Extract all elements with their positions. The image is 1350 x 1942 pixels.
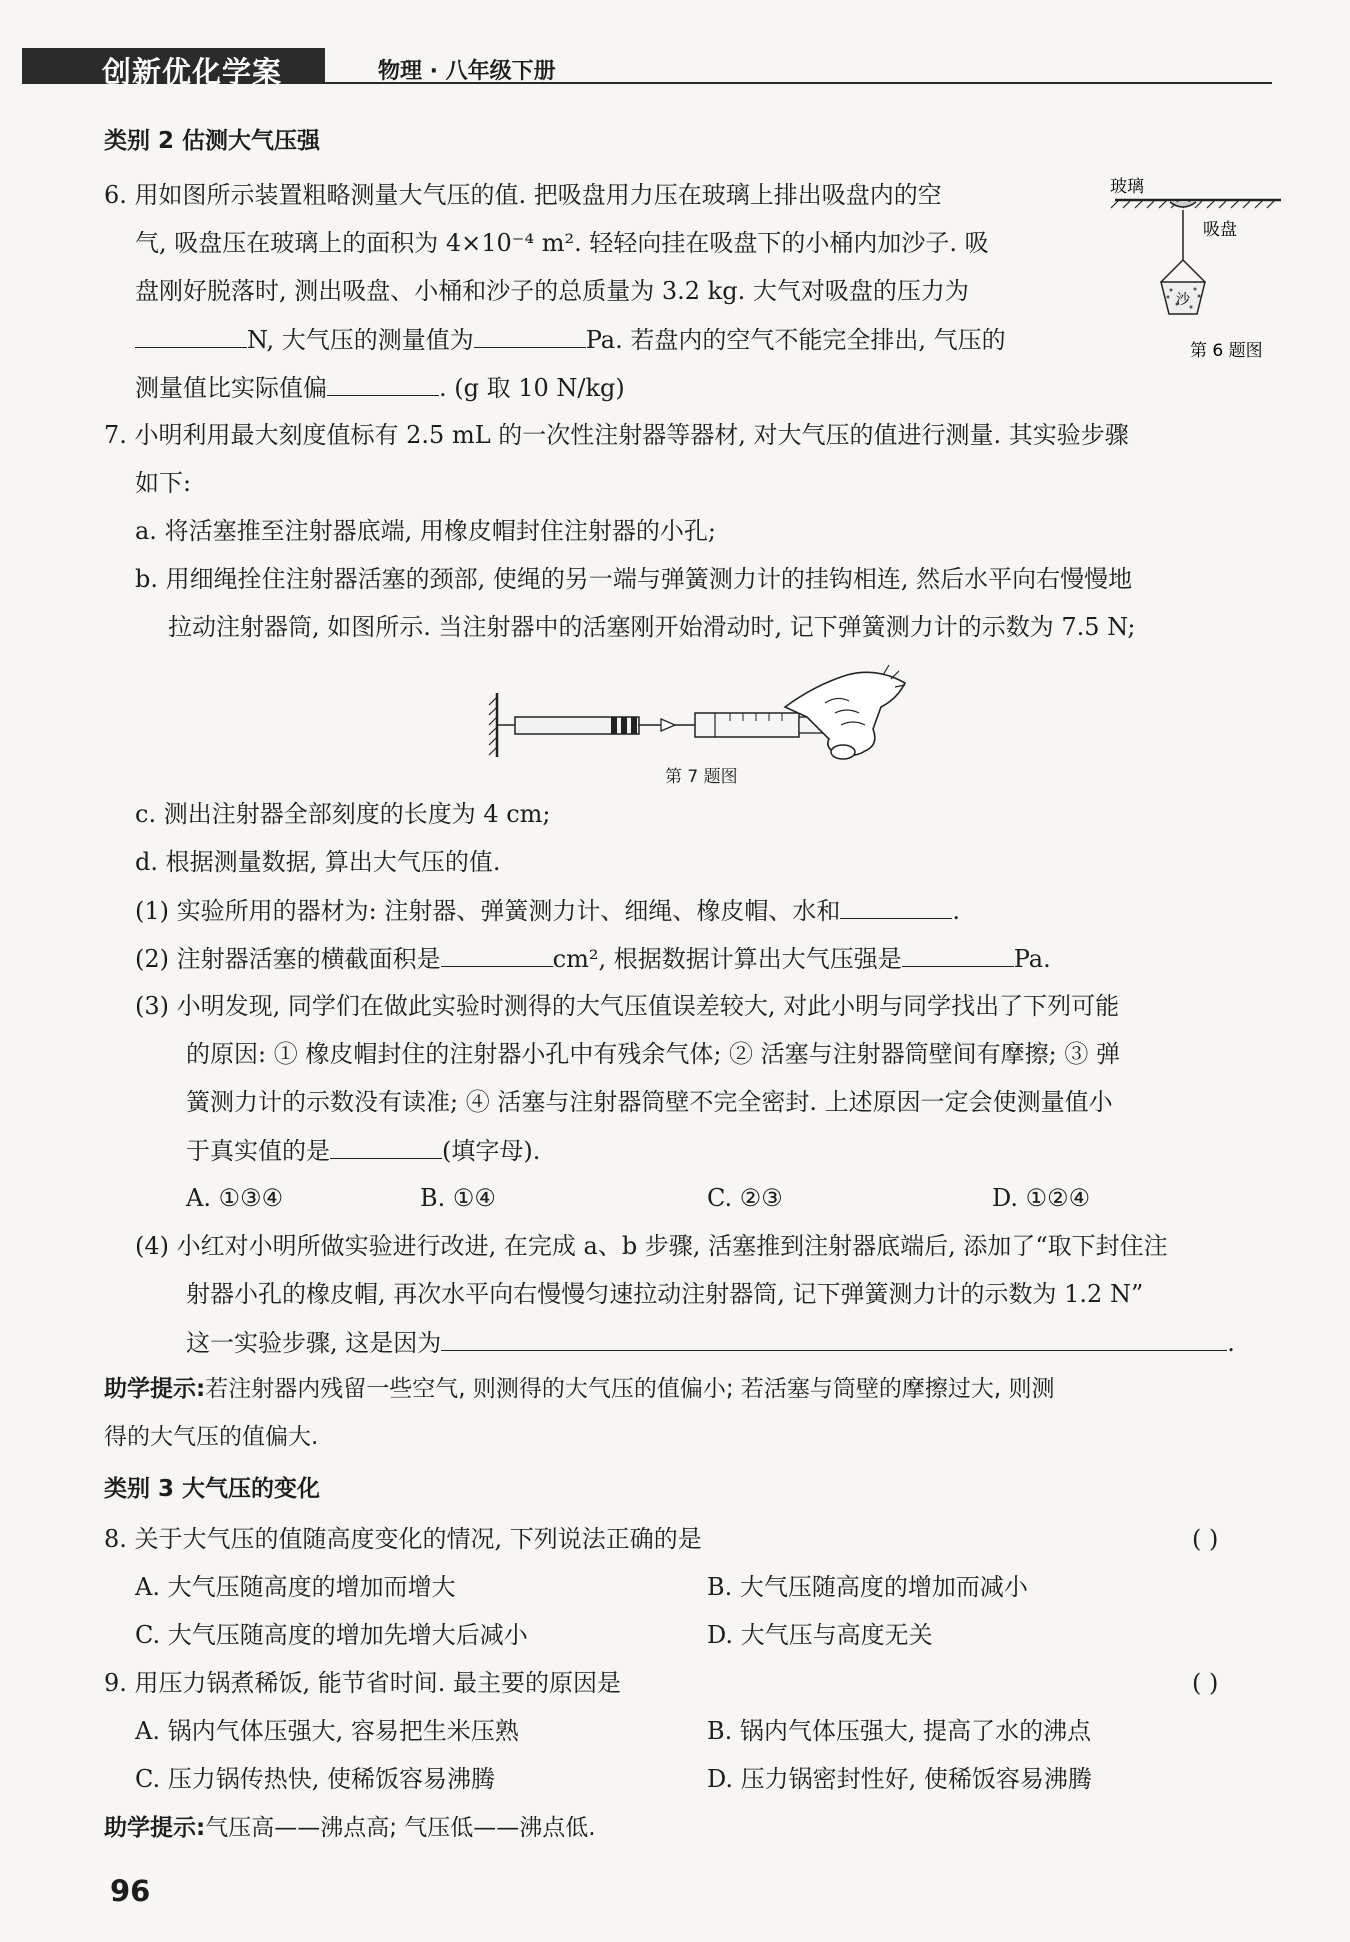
q7-part-4-text: 这一实验步骤, 这是因为	[186, 1329, 442, 1357]
q7-step-b-2: 拉动注射器筒, 如图所示. 当注射器中的活塞刚开始滑动时, 记下弹簧测力计的示数为 7.5 N;	[168, 613, 1136, 641]
q8-answer-paren[interactable]: ( )	[1192, 1525, 1219, 1553]
hint-2-label: 助学提示:	[104, 1815, 206, 1841]
hint-1-line-2: 得的大气压的值偏大.	[104, 1424, 319, 1450]
q6-blank-bias[interactable]	[327, 375, 439, 396]
q7-blank-material[interactable]	[840, 898, 952, 919]
q6-line-4a: N, 大气压的测量值为	[247, 326, 474, 354]
header-brand: 创新优化学案	[102, 55, 283, 89]
q7-part-4-end: .	[1227, 1329, 1235, 1357]
q9-option-d[interactable]: D. 压力锅密封性好, 使稀饭容易沸腾	[707, 1765, 1092, 1793]
q7-option-b[interactable]: B. ①④	[420, 1184, 496, 1212]
q7-step-c: c. 测出注射器全部刻度的长度为 4 cm;	[135, 800, 551, 828]
q7-line-2: 如下:	[135, 469, 192, 497]
q7-part-3-text-a: 于真实值的是	[186, 1137, 330, 1165]
q7-part-3-text-b: (填字母).	[442, 1137, 541, 1165]
q6-line-5a: 测量值比实际值偏	[135, 374, 327, 402]
q8-option-b[interactable]: B. 大气压随高度的增加而减小	[707, 1573, 1028, 1601]
figure-7-caption: 第 7 题图	[665, 767, 738, 787]
figure-6-caption: 第 6 题图	[1190, 341, 1263, 361]
q6-line-5b: . (g 取 10 N/kg)	[439, 374, 625, 402]
q7-part-1-text: (1) 实验所用的器材为: 注射器、弹簧测力计、细绳、橡皮帽、水和	[135, 897, 841, 925]
q7-part-4-line-2: 射器小孔的橡皮帽, 再次水平向右慢慢匀速拉动注射器筒, 记下弹簧测力计的示数为 1.2 N”	[186, 1280, 1144, 1308]
hint-1-text: 若注射器内残留一些空气, 则测得的大气压的值偏小; 若活塞与筒壁的摩擦过大, 则测	[205, 1376, 1055, 1402]
page-header	[22, 48, 1272, 89]
q9-stem: 9. 用压力锅煮稀饭, 能节省时间. 最主要的原因是	[104, 1669, 622, 1697]
header-subject: 物理 · 八年级下册	[378, 59, 556, 84]
q7-part-2-text-a: (2) 注射器活塞的横截面积是	[135, 945, 441, 973]
q9-answer-paren[interactable]: ( )	[1192, 1669, 1219, 1697]
q7-step-b-1: b. 用细绳拴住注射器活塞的颈部, 使绳的另一端与弹簧测力计的挂钩相连, 然后水平向右慢慢地	[135, 565, 1133, 593]
q6-line-4b: Pa. 若盘内的空气不能完全排出, 气压的	[585, 326, 1006, 354]
q6-blank-pressure[interactable]	[474, 327, 586, 348]
q6-line-5	[135, 375, 625, 400]
figure-6-sand-label: 沙	[1176, 292, 1190, 308]
section-3-title: 类别 3 大气压的变化	[104, 1476, 321, 1502]
q7-blank-pressure[interactable]	[902, 946, 1014, 967]
hint-2-text: 气压高——沸点高; 气压低——沸点低.	[205, 1815, 596, 1841]
q7-option-d[interactable]: D. ①②④	[992, 1184, 1091, 1212]
q7-blank-area[interactable]	[441, 946, 553, 967]
q7-part-2-text-c: Pa.	[1013, 945, 1051, 973]
q7-step-a: a. 将活塞推至注射器底端, 用橡皮帽封住注射器的小孔;	[135, 517, 716, 545]
q7-part-2-text-b: cm², 根据数据计算出大气压强是	[552, 945, 902, 973]
hint-1-label: 助学提示:	[104, 1376, 206, 1402]
q6-line-1: 6. 用如图所示装置粗略测量大气压的值. 把吸盘用力压在玻璃上排出吸盘内的空	[104, 181, 942, 209]
q7-blank-reason[interactable]	[441, 1330, 1227, 1351]
page-number: 96	[110, 1874, 151, 1908]
hint-1-line-1	[104, 1378, 1055, 1401]
q7-part-4-line-1: (4) 小红对小明所做实验进行改进, 在完成 a、b 步骤, 活塞推到注射器底端后, 添加了“取下封住注	[135, 1232, 1168, 1260]
q7-part-3-line-3: 簧测力计的示数没有读准; ④ 活塞与注射器筒壁不完全密封. 上述原因一定会使测量值小	[186, 1088, 1113, 1116]
q7-part-4-line-3	[186, 1330, 1235, 1355]
q7-part-3-line-2: 的原因: ① 橡皮帽封住的注射器小孔中有残余气体; ② 活塞与注射器筒壁间有摩擦; ③ 弹	[186, 1040, 1121, 1068]
q7-part-2	[135, 946, 1051, 971]
q7-part-1-end: .	[952, 897, 960, 925]
q9-option-a[interactable]: A. 锅内气体压强大, 容易把生米压熟	[135, 1717, 519, 1745]
q7-part-1	[135, 898, 960, 923]
section-2-title: 类别 2 估测大气压强	[104, 128, 321, 154]
q7-option-a[interactable]: A. ①③④	[186, 1184, 284, 1212]
figure-6-cup-label: 吸盘	[1203, 220, 1237, 240]
q6-blank-force[interactable]	[135, 327, 247, 348]
figure-6-glass-label: 玻璃	[1110, 177, 1144, 197]
q6-line-2: 气, 吸盘压在玻璃上的面积为 4×10⁻⁴ m². 轻轻向挂在吸盘下的小桶内加沙子. 吸	[135, 229, 989, 257]
q7-option-c[interactable]: C. ②③	[707, 1184, 783, 1212]
q7-part-3-line-4	[186, 1138, 540, 1163]
q7-blank-choice[interactable]	[330, 1138, 442, 1159]
q7-part-3-line-1: (3) 小明发现, 同学们在做此实验时测得的大气压值误差较大, 对此小明与同学找出了下列可能	[135, 992, 1120, 1020]
q7-line-1: 7. 小明利用最大刻度值标有 2.5 mL 的一次性注射器等器材, 对大气压的值进行测量. 其实验步骤	[104, 421, 1129, 449]
q8-option-c[interactable]: C. 大气压随高度的增加先增大后减小	[135, 1621, 528, 1649]
q7-step-d: d. 根据测量数据, 算出大气压的值.	[135, 848, 501, 876]
q8-option-a[interactable]: A. 大气压随高度的增加而增大	[135, 1573, 456, 1601]
q9-option-b[interactable]: B. 锅内气体压强大, 提高了水的沸点	[707, 1717, 1092, 1745]
q8-option-d[interactable]: D. 大气压与高度无关	[707, 1621, 933, 1649]
hint-2	[104, 1817, 596, 1840]
figure-6-suction-cup	[1105, 176, 1285, 366]
header-brand-block	[22, 48, 325, 89]
q8-stem: 8. 关于大气压的值随高度变化的情况, 下列说法正确的是	[104, 1525, 702, 1553]
q6-line-4	[135, 327, 1006, 352]
q6-line-3: 盘刚好脱落时, 测出吸盘、小桶和沙子的总质量为 3.2 kg. 大气对吸盘的压力为	[135, 277, 969, 305]
q9-option-c[interactable]: C. 压力锅传热快, 使稀饭容易沸腾	[135, 1765, 496, 1793]
